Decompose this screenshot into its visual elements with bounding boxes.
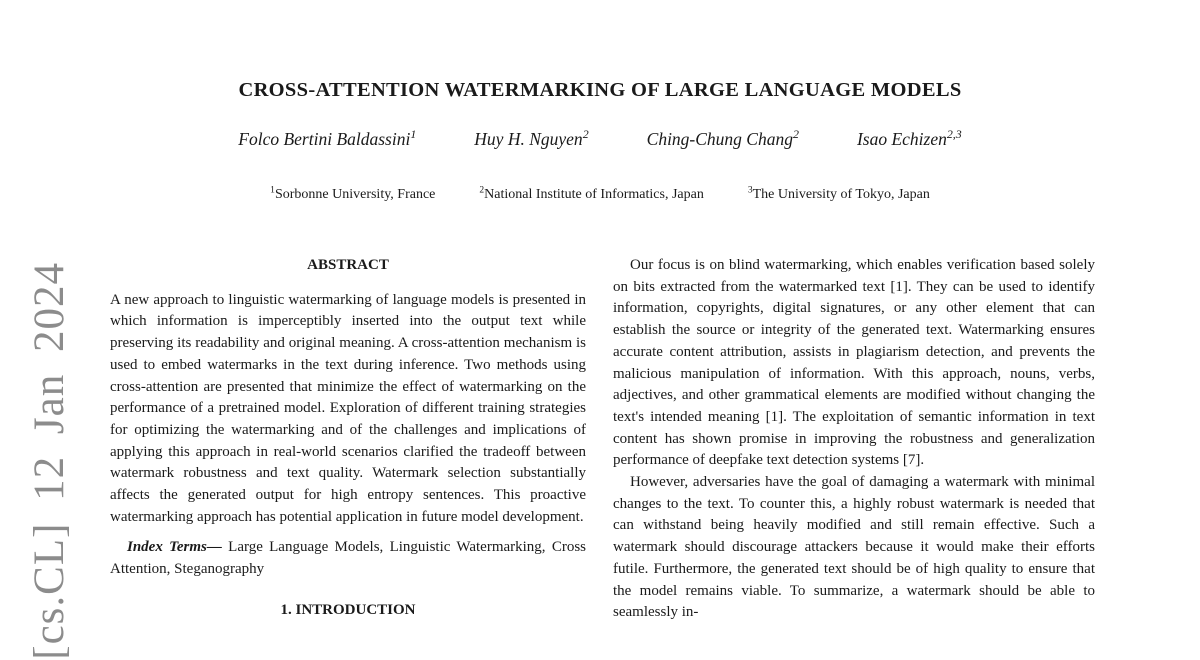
affiliation-text: The University of Tokyo, Japan	[752, 187, 930, 202]
affiliation-sup: 2	[479, 185, 485, 196]
author	[238, 129, 416, 150]
affiliation-sup: 3	[747, 185, 753, 196]
index-terms-label: Index Terms—	[127, 539, 222, 556]
author	[647, 129, 799, 150]
affiliation-sup: 1	[270, 185, 275, 196]
author-name: Huy H. Nguyen	[474, 129, 583, 149]
affiliation	[748, 187, 930, 203]
paper-title: CROSS-ATTENTION WATERMARKING OF LARGE LANGUAGE MODELS	[238, 79, 962, 101]
index-terms-text: Large Language Models, Linguistic Watermarking, Cross Attention, Steganography	[110, 539, 587, 578]
author-name: Folco Bertini Baldassini	[238, 129, 411, 149]
author	[857, 129, 962, 150]
author-affiliation-sup: 2,3	[946, 127, 962, 142]
right-column	[613, 255, 1095, 624]
author-affiliation-sup: 2	[792, 127, 799, 142]
authors-row	[0, 129, 1200, 150]
index-terms	[110, 537, 586, 580]
body-paragraph: Our focus is on blind watermarking, which enables verification based solely on bits extracted from the watermarked text [1]. They can be used to identify information, copyrights, digital signatures, or any other element that can establish the source or integrity of the generated text. Watermarking ensures accurate content attribution, assists in plagiarism detection, and prevents the malicious manipulation of information. With this approach, nouns, verbs, adjectives, and other grammatical elements are modified without changing the text's intended meaning [1]. The exploitation of semantic information in text content has shown promise in improving the robustness and generalization performance of deepfake text detection systems [7].	[613, 257, 1095, 469]
left-column	[110, 255, 586, 622]
author	[474, 129, 588, 150]
author-affiliation-sup: 2	[582, 127, 589, 142]
body-paragraph: However, adversaries have the goal of damaging a watermark with minimal changes to the text. To counter this, a highly robust watermark is needed that can withstand being heavily modified and still remain effective. Such a watermark should discourage attackers because it would make their efforts futile. Furthermore, the generated text should be of high quality to ensure that the model remains viable. To summarize, a watermark should be able to seamlessly in-	[613, 474, 1095, 621]
abstract-text: A new approach to linguistic watermarking of language models is presented in which information is imperceptibly inserted into the output text while preserving its readability and original meaning. A cross-attention mechanism is used to embed watermarks in the text during inference. Two methods using cross-attention are presented that minimize the effect of watermarking on the performance of a pretrained model. Exploration of different training strategies for optimizing the watermarking and of the challenges and implications of applying this approach in real-world scenarios clarified the tradeoff between watermark robustness and text quality. Watermark selection substantially affects the generated output for high entropy sentences. This proactive watermarking approach has potential application in future model development.	[110, 291, 586, 525]
arxiv-sidebar-banner: [cs.CL] 12 Jan 2024	[26, 262, 73, 660]
affiliation-text: National Institute of Informatics, Japan	[484, 187, 704, 202]
section-heading-introduction: 1. INTRODUCTION	[280, 601, 416, 618]
abstract-heading: ABSTRACT	[307, 257, 389, 273]
affiliation-text: Sorbonne University, France	[274, 187, 436, 202]
affiliation	[270, 187, 435, 203]
author-affiliation-sup: 1	[410, 127, 417, 142]
author-name: Ching-Chung Chang	[646, 129, 793, 149]
affiliation	[479, 187, 703, 203]
affiliations-row	[0, 187, 1200, 203]
author-name: Isao Echizen	[856, 129, 947, 149]
